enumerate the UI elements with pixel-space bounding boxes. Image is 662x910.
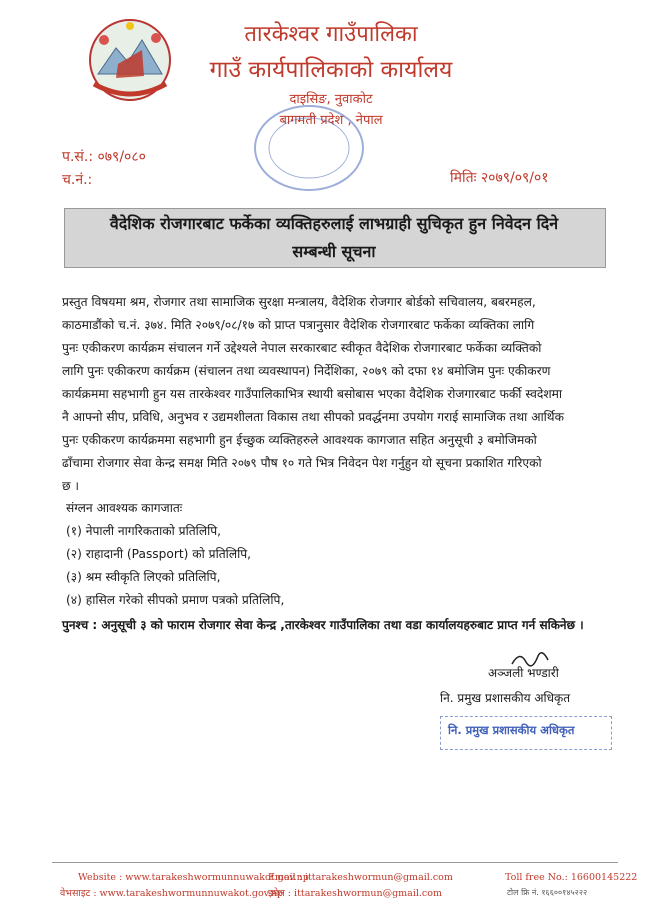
body-line: पुनः एकीकरण कार्यक्रम संचालन गर्ने उद्देश्यले नेपाल सरकारबाट स्वीकृत वैदेशिक रोजगारबाट फर्केका व्यक्तिको (62, 341, 542, 355)
footer-toll-free: Toll free No.: 16600145222 (505, 872, 638, 883)
signer-title: नि. प्रमुख प्रशासकीय अधिकृत (440, 691, 571, 705)
notice-title-line-2: सम्बन्धी सूचना (292, 242, 376, 261)
document-item: (२) राहादानी (Passport) को प्रतिलिपि, (66, 547, 252, 561)
body-line: छ । (62, 479, 80, 493)
body-line: काठमाडौंको च.नं. ३७४. मिति २०७९/०८/१७ को प्राप्त पत्रानुसार वैदेशिक रोजगारबाट फर्केका व्यक्तिका लागि (62, 318, 535, 332)
body-line: ढाँचामा रोजगार सेवा केन्द्र समक्ष मिति २०७९ पौष १० गते भित्र निवेदन पेश गर्नुहुन यो सूचना प्रकाशित गरिएको (62, 456, 542, 470)
document-item: (१) नेपाली नागरिकताको प्रतिलिपि, (66, 524, 222, 538)
footer-email-np[interactable]: इमेल : ittarakeshwormun@gmail.com (268, 888, 442, 899)
notice-title-line-1: वैदेशिक रोजगारबाट फर्केका व्यक्तिहरुलाई लाभग्राही सुचिकृत हुन निवेदन दिने (109, 214, 559, 233)
body-line: प्रस्तुत विषयमा श्रम, रोजगार तथा सामाजिक सुरक्षा मन्त्रालय, वैदेशिक रोजगार बोर्डको सचिवालय, बबरमहल, (62, 295, 536, 309)
body-line: कार्यक्रममा सहभागी हुन यस तारकेश्वर गाउँपालिकाभित्र स्थायी बसोबास भएका वैदेशिक रोजगारबाट फर्की स्वदेशमा (62, 387, 563, 401)
office-stamp-icon (250, 102, 368, 194)
document-item: (४) हासिल गरेको सीपको प्रमाण पत्रको प्रतिलिपि, (66, 593, 285, 607)
footer-email[interactable]: Email : ittarakeshwormun@gmail.com (268, 872, 453, 883)
document-item: (३) श्रम स्वीकृति लिएको प्रतिलिपि, (66, 570, 221, 584)
body-line: पुनः एकीकरण कार्यक्रममा सहभागी हुन ईच्छुक व्यक्तिहरुले आवश्यक कागजात सहित अनुसूची ३ बमोजिमको (62, 433, 537, 447)
reference-number: प.सं.: ०७९/०८० (62, 149, 146, 165)
footer-website[interactable]: Website : www.tarakeshwormunnuwakot.gov.np (78, 872, 309, 883)
footer-toll-free-np: टोल फ्रि नं. १६६००१४५२२२ (507, 888, 588, 897)
body-line: नै आफ्नो सीप, प्रविधि, अनुभव र उद्यमशीलता विकास तथा सीपको प्रवर्द्धनमा उपयोग गराई सामाजिक तथा आर्थिक (62, 410, 564, 424)
seal-text: नि. प्रमुख प्रशासकीय अधिकृत (448, 723, 575, 737)
body-line: लागि पुनः एकीकरण कार्यक्रम (संचालन तथा व्यवस्थापन) निर्देशिका, २०७९ को दफा १४ बमोजिम पुनः एकीकरण (62, 364, 551, 378)
address-line-2: बागमती प्रदेश , नेपाल (279, 113, 383, 128)
postscript-note: पुनश्च : अनुसूची ३ को फाराम रोजगार सेवा केन्द्र ,तारकेश्वर गाउँपालिका तथा वडा कार्यालयहरुबाट प्राप्त गर्न सकिनेछ । (62, 618, 584, 632)
footer-divider (52, 862, 618, 863)
office-subtitle: गाउँ कार्यपालिकाको कार्यालय (209, 57, 453, 83)
signer-name: अञ्जली भण्डारी (488, 666, 559, 680)
documents-heading: संग्लन आवश्यक कागजातः (66, 501, 183, 515)
notice-date: मितिः २०७९/०९/०१ (450, 170, 549, 186)
dispatch-number: च.नं.: (62, 172, 93, 188)
footer-website-np[interactable]: वेभसाइट : www.tarakeshwormunnuwakot.gov.np (60, 888, 284, 899)
address-line-1: दाइसिङ, नुवाकोट (289, 92, 373, 107)
office-name: तारकेश्वर गाउँपालिका (244, 22, 418, 47)
